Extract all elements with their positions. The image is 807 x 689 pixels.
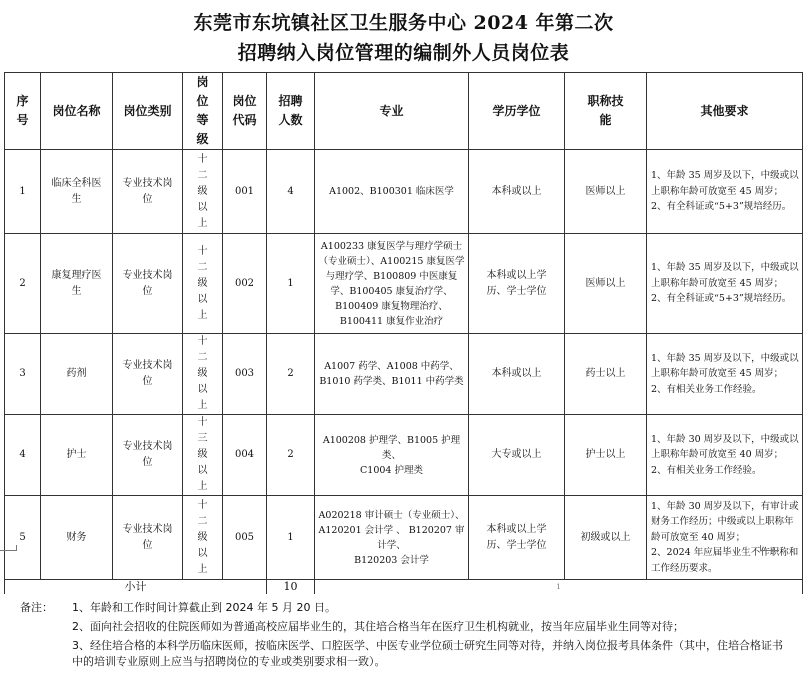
row-category: 专业技术岗位 (113, 496, 183, 580)
row-no: 4 (5, 415, 41, 496)
subtotal-count: 10 (267, 580, 315, 595)
row-education: 本科或以上学历、学士学位 (469, 496, 565, 580)
header-category: 岗位类别 (113, 73, 183, 150)
header-education: 学历学位 (469, 73, 565, 150)
header-major: 专业 (315, 73, 469, 150)
subtotal-label: 小计 (5, 580, 267, 595)
table-row (5, 150, 803, 234)
row-requirements: 1、年龄 35 周岁及以下，中级或以上职称年龄可放宽至 45 周岁； 2、有相关业务工作经验。 (647, 334, 803, 415)
header-no: 序号 (5, 73, 41, 150)
row-code: 003 (223, 334, 267, 415)
row-no: 1 (5, 150, 41, 234)
positions-table (4, 72, 803, 594)
row-title: 护士以上 (565, 415, 647, 496)
row-count: 1 (267, 234, 315, 334)
row-position-name: 药剂 (41, 334, 113, 415)
row-level: 十三级以上 (183, 415, 223, 496)
row-title: 初级或以上 (565, 496, 647, 580)
row-major: A100233 康复医学与理疗学硕士（专业硕士）、A100215 康复医学与理疗学、B100809 中医康复学、B100405 康复治疗学、B100409 康复物理治疗、B100411 康复作业治疗 (315, 234, 469, 334)
row-education: 大专或以上 (469, 415, 565, 496)
row-education: 本科或以上学历、学士学位 (469, 234, 565, 334)
row-category: 专业技术岗位 (113, 150, 183, 234)
row-major: A1007 药学、A1008 中药学、B1010 药学类、B1011 中药学类 (315, 334, 469, 415)
corner-mark-left (0, 545, 17, 551)
note-item: 2、面向社会招收的住院医师如为普通高校应届毕业生的，其住培合格当年在医疗卫生机构就业，按当年应届毕业生同等对待； (72, 620, 684, 633)
corner-mark-right (760, 545, 779, 551)
row-requirements: 1、年龄 35 周岁及以下，中级或以上职称年龄可放宽至 45 周岁； 2、有全科证或“5+3”规培经历。 (647, 234, 803, 334)
row-major: A1002、B100301 临床医学 (315, 150, 469, 234)
table-row (5, 334, 803, 415)
row-requirements: 1、年龄 30 周岁及以下，有审计或财务工作经历；中级或以上职称年龄可放宽至 40 周岁； 2、2024 年应届毕业生不作职称和工作经历要求。 (647, 496, 803, 580)
row-education: 本科或以上 (469, 334, 565, 415)
row-requirements: 1、年龄 30 周岁及以下，中级或以上职称年龄可放宽至 40 周岁； 2、有相关业务工作经验。 (647, 415, 803, 496)
header-code: 岗位代码 (223, 73, 267, 150)
subtotal-row (5, 580, 803, 595)
row-major: A100208 护理学、B1005 护理类、 C1004 护理类 (315, 415, 469, 496)
row-code: 005 (223, 496, 267, 580)
row-count: 2 (267, 334, 315, 415)
row-level: 十二级以上 (183, 334, 223, 415)
row-level: 十二级以上 (183, 150, 223, 234)
note-item: 1、年龄和工作时间计算截止到 2024 年 5 月 20 日。 (72, 601, 336, 614)
table-row (5, 415, 803, 496)
page-title-line1: 东莞市东坑镇社区卫生服务中心 2024 年第二次 (193, 12, 614, 34)
header-level: 岗位等级 (183, 73, 223, 150)
row-education: 本科或以上 (469, 150, 565, 234)
header-name: 岗位名称 (41, 73, 113, 150)
table-header-row (5, 73, 803, 150)
row-code: 002 (223, 234, 267, 334)
row-major: A020218 审计硕士（专业硕士）、 A120201 会计学 、 B120207 审计学、 B120203 会计学 (315, 496, 469, 580)
row-position-name: 康复理疗医生 (41, 234, 113, 334)
row-category: 专业技术岗位 (113, 234, 183, 334)
row-count: 2 (267, 415, 315, 496)
row-no: 3 (5, 334, 41, 415)
table-row (5, 496, 803, 580)
notes-section (20, 600, 790, 673)
page-title-line2: 招聘纳入岗位管理的编制外人员岗位表 (237, 42, 570, 64)
row-title: 医师以上 (565, 150, 647, 234)
header-title: 职称技能 (565, 73, 647, 150)
row-code: 004 (223, 415, 267, 496)
row-level: 十二级以上 (183, 234, 223, 334)
header-requirements: 其他要求 (647, 73, 803, 150)
row-category: 专业技术岗位 (113, 415, 183, 496)
row-count: 1 (267, 496, 315, 580)
table-row (5, 234, 803, 334)
header-count: 招聘人数 (267, 73, 315, 150)
row-requirements: 1、年龄 35 周岁及以下，中级或以上职称年龄可放宽至 45 周岁； 2、有全科证或“5+3”规培经历。 (647, 150, 803, 234)
row-position-name: 护士 (41, 415, 113, 496)
row-position-name: 财务 (41, 496, 113, 580)
row-title: 药士以上 (565, 334, 647, 415)
row-position-name: 临床全科医生 (41, 150, 113, 234)
row-no: 5 (5, 496, 41, 580)
row-code: 001 (223, 150, 267, 234)
row-level: 十二级以上 (183, 496, 223, 580)
subtotal-mark: 1 (315, 580, 803, 595)
row-title: 医师以上 (565, 234, 647, 334)
row-count: 4 (267, 150, 315, 234)
note-item: 3、经住培合格的本科学历临床医师，按临床医学、口腔医学、中医专业学位硕士研究生同等对待，并纳入岗位报考具体条件（其中，住培合格证书中的培训专业原则上应当与招聘岗位的专业或类别要求相一致）。 (72, 639, 783, 668)
row-no: 2 (5, 234, 41, 334)
row-category: 专业技术岗位 (113, 334, 183, 415)
notes-label: 备注： (20, 601, 53, 614)
